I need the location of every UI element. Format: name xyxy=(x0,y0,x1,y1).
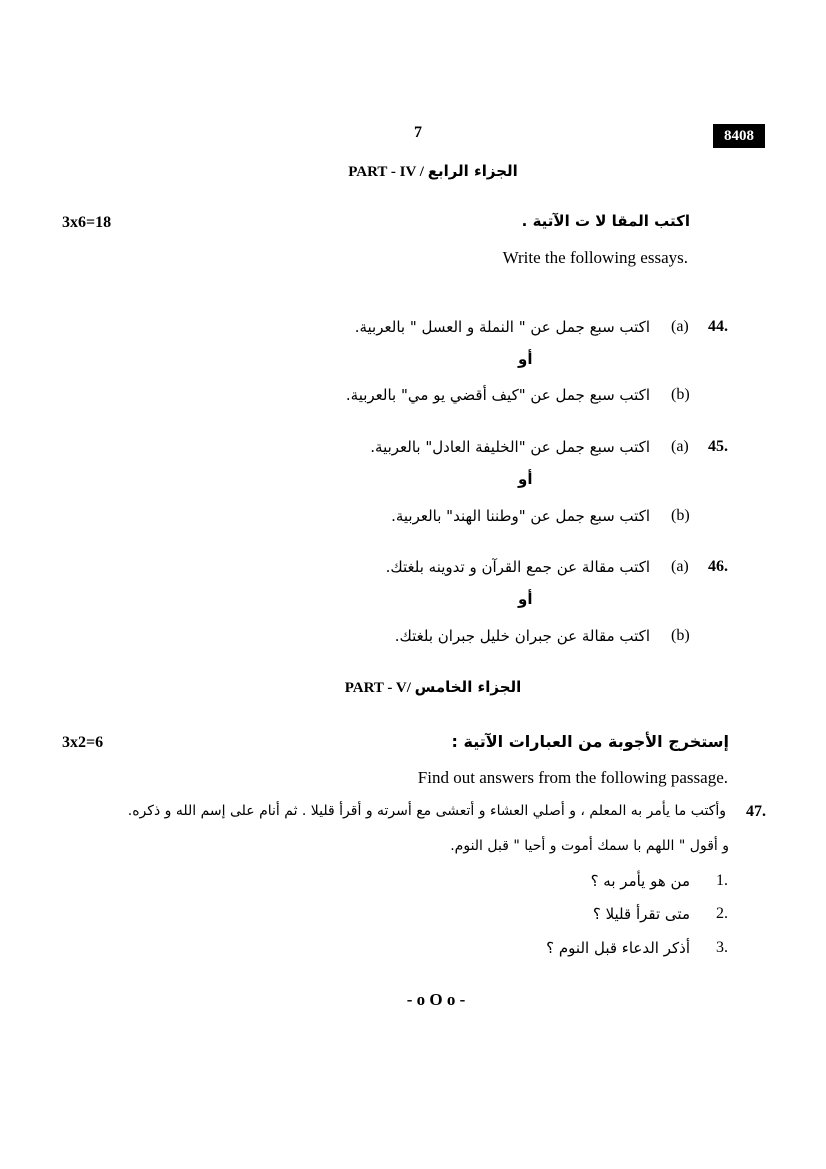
or-separator: أو xyxy=(518,350,533,368)
end-of-paper-mark: - o O o - xyxy=(406,990,466,1009)
question-text: اكتب مقالة عن جمع القرآن و تدوينه بلغتك. xyxy=(385,558,650,576)
option-label: (a) xyxy=(671,318,689,335)
question-number: 47. xyxy=(746,803,766,820)
option-label: (b) xyxy=(671,386,690,403)
sub-question-text: من هو يأمر به ؟ xyxy=(590,872,690,890)
part-iv-title-en: PART - IV / xyxy=(348,164,424,180)
or-separator: أو xyxy=(518,590,533,608)
option-label: (a) xyxy=(671,438,689,455)
passage-line-1: وأكتب ما يأمر به المعلم ، و أصلي العشاء و أتعشى مع أسرته و أقرأ قليلا . ثم أنام على إسم الله و ذكره. xyxy=(127,803,726,819)
paper-code-badge: 8408 xyxy=(713,124,765,148)
part-v-title-ar: الجزاء الخامس xyxy=(414,678,522,696)
question-text: اكتب سبع جمل عن " النملة و العسل " بالعربية. xyxy=(354,318,650,336)
part-iv-title-ar: الجزاء الرابع xyxy=(427,162,518,180)
question-text: اكتب مقالة عن جبران خليل جبران بلغتك. xyxy=(394,627,650,645)
part-v-title-en: PART - V/ xyxy=(344,680,411,696)
passage-line-2: و أقول " اللهم با سمك أموت و أحيا " قبل النوم. xyxy=(450,838,729,854)
question-number: 44. xyxy=(708,318,728,335)
part-v-instruction-ar: إستخرج الأجوبة من العبارات الآتية : xyxy=(451,732,729,751)
sub-question-text: متى تقرأ قليلا ؟ xyxy=(592,905,690,923)
option-label: (b) xyxy=(671,627,690,644)
question-text: اكتب سبع جمل عن "الخليفة العادل" بالعربية. xyxy=(370,438,650,456)
or-separator: أو xyxy=(518,470,533,488)
part-v-title xyxy=(0,678,826,697)
part-v-instruction-en: Find out answers from the following passage. xyxy=(417,768,728,787)
question-number: 46. xyxy=(708,558,728,575)
part-iv-marks: 3x6=18 xyxy=(62,214,112,231)
sub-question-text: أذكر الدعاء قبل النوم ؟ xyxy=(546,939,690,957)
sub-question-number: 2. xyxy=(716,905,728,922)
part-iv-instruction-en: Write the following essays. xyxy=(502,248,688,267)
option-label: (b) xyxy=(671,507,690,524)
question-text: اكتب سبع جمل عن "وطننا الهند" بالعربية. xyxy=(391,507,650,525)
part-iv-instruction-ar: اكتب المقا لا ت الآتية . xyxy=(521,212,690,230)
part-v-marks: 3x2=6 xyxy=(62,734,104,751)
question-text: اكتب سبع جمل عن "كيف أقضي يو مي" بالعربية. xyxy=(345,386,650,404)
question-number: 45. xyxy=(708,438,728,455)
option-label: (a) xyxy=(671,558,689,575)
sub-question-number: 1. xyxy=(716,872,728,889)
part-iv-title xyxy=(0,162,826,181)
page-number: 7 xyxy=(414,124,422,141)
sub-question-number: 3. xyxy=(716,939,728,956)
